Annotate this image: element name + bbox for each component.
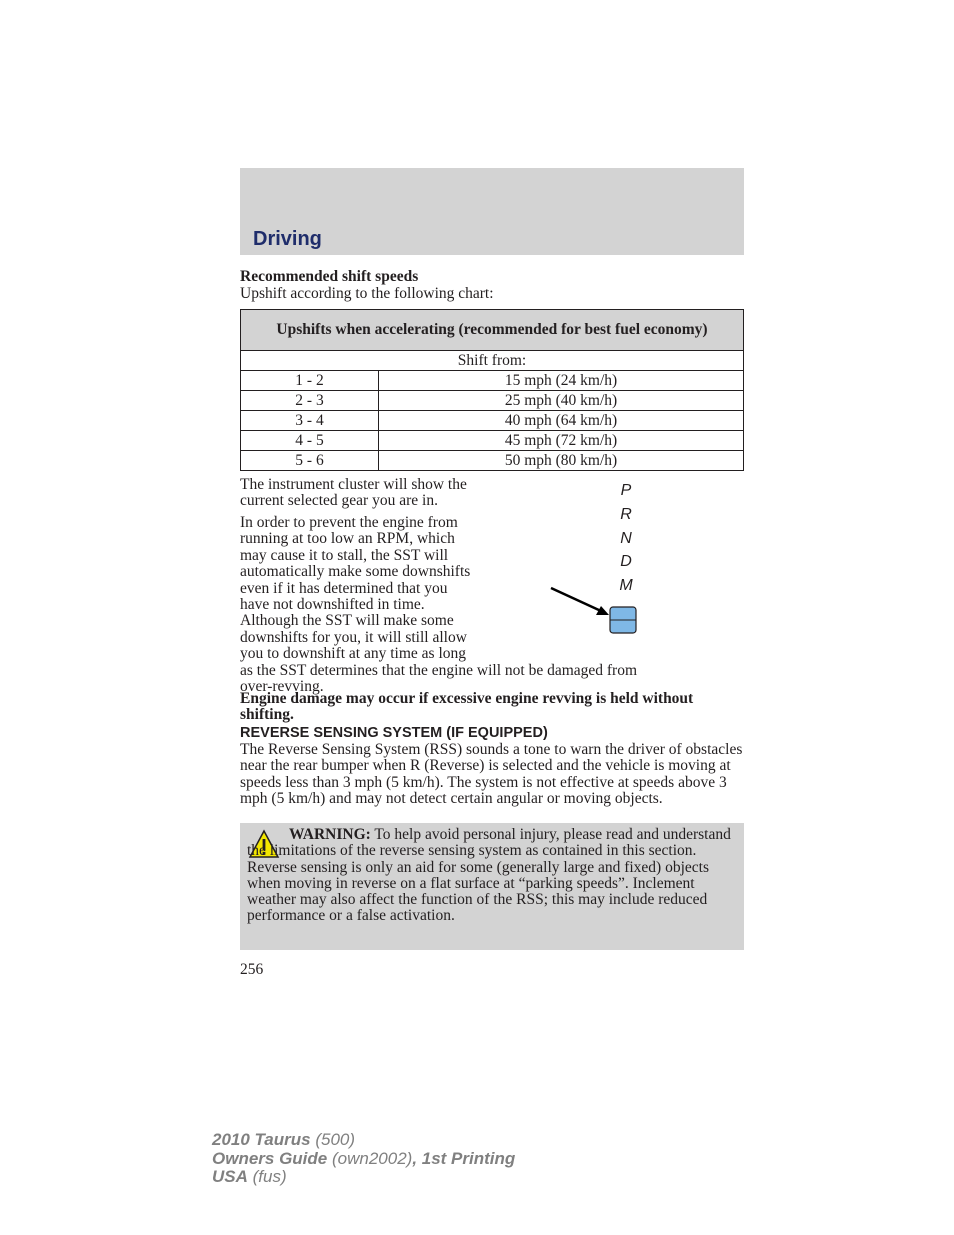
table-row bbox=[241, 391, 744, 411]
table-header: Upshifts when accelerating (recommended for best fuel economy) bbox=[241, 310, 744, 351]
gear-letter-p: P bbox=[620, 482, 632, 499]
speed-cell: 40 mph (64 km/h) bbox=[379, 411, 744, 431]
table-row bbox=[241, 451, 744, 471]
gear-range-cell: 5 - 6 bbox=[241, 451, 379, 471]
sst-line: automatically make some downshifts bbox=[240, 563, 471, 581]
sst-line: have not downshifted in time. bbox=[240, 596, 425, 614]
gear-range-cell: 3 - 4 bbox=[241, 411, 379, 431]
gear-indicator-figure bbox=[545, 480, 655, 640]
speed-cell: 50 mph (80 km/h) bbox=[379, 451, 744, 471]
gear-range-cell: 4 - 5 bbox=[241, 431, 379, 451]
rss-body: The Reverse Sensing System (RSS) sounds a tone to warn the driver of obstacles near the rear bumper when R (Reverse) is selected and the vehicle is moving at speeds less than 3 mph (5 km/h). The system is not effective at speeds above 3 mph (5 km/h) and may not detect certain angular or moving objects. bbox=[240, 741, 743, 808]
speed-cell: 45 mph (72 km/h) bbox=[379, 431, 744, 451]
rss-heading: REVERSE SENSING SYSTEM (IF EQUIPPED) bbox=[240, 725, 548, 741]
section-header-band bbox=[240, 168, 744, 255]
warning-box bbox=[240, 823, 744, 950]
gear-letter-d: D bbox=[620, 553, 632, 570]
table-row bbox=[241, 371, 744, 391]
gear-range-cell: 2 - 3 bbox=[241, 391, 379, 411]
speed-cell: 15 mph (24 km/h) bbox=[379, 371, 744, 391]
gear-letter-m: M bbox=[619, 577, 633, 594]
page-number: 256 bbox=[240, 961, 264, 978]
sst-line: as the SST determines that the engine will not be damaged from bbox=[240, 661, 638, 679]
footer-region-code: (fus) bbox=[252, 1167, 287, 1186]
table-row bbox=[241, 411, 744, 431]
shift-speeds-heading: Recommended shift speeds bbox=[240, 268, 419, 285]
section-title: Driving bbox=[253, 228, 322, 250]
sst-line: even if it has determined that you bbox=[240, 579, 448, 597]
sst-line: over-revving. bbox=[240, 678, 324, 696]
engine-damage-warning: Engine damage may occur if excessive engine revving is held without shifting. bbox=[240, 690, 694, 724]
speed-cell: 25 mph (40 km/h) bbox=[379, 391, 744, 411]
gear-letter-n: N bbox=[620, 530, 632, 547]
shift-speeds-intro: Upshift according to the following chart: bbox=[240, 285, 494, 302]
footer-region: USA bbox=[212, 1167, 248, 1186]
footer-model-code: (500) bbox=[315, 1130, 356, 1149]
gear-range-cell: 1 - 2 bbox=[241, 371, 379, 391]
warning-label: WARNING: bbox=[289, 826, 371, 843]
sst-line: In order to prevent the engine from bbox=[240, 514, 458, 531]
sst-paragraph bbox=[240, 515, 745, 695]
footer-model: 2010 Taurus bbox=[212, 1130, 311, 1149]
shift-speeds-table bbox=[240, 309, 744, 471]
sst-line: may cause it to stall, the SST will bbox=[240, 546, 449, 564]
sst-line: Although the SST will make some bbox=[240, 612, 454, 630]
footer-guide: Owners Guide bbox=[212, 1148, 328, 1168]
table-row bbox=[241, 431, 744, 451]
warning-text bbox=[247, 827, 737, 925]
gear-letter-r: R bbox=[620, 506, 632, 523]
warning-body: To help avoid personal injury, please read and understand the limitations of the reverse sensing system as contained in this section. Reverse sensing is only an aid for some (generally large and fixed) objects when moving in reverse on a flat surface at “parking speeds”. Inclement weather may also affect the function of the RSS; this may include reduced performance or a false activation. bbox=[247, 826, 731, 925]
table-subheader: Shift from: bbox=[241, 351, 744, 371]
gear-display-box-icon bbox=[609, 606, 639, 636]
sst-line: you to downshift at any time as long bbox=[240, 645, 467, 663]
sst-line: downshifts for you, it will still allow bbox=[240, 628, 467, 646]
footer bbox=[212, 1131, 515, 1187]
footer-printing: , 1st Printing bbox=[412, 1148, 516, 1168]
sst-line: running at too low an RPM, which bbox=[240, 530, 455, 548]
footer-guide-code: (own2002) bbox=[331, 1148, 413, 1168]
cluster-paragraph: The instrument cluster will show the current selected gear you are in. bbox=[240, 476, 467, 510]
